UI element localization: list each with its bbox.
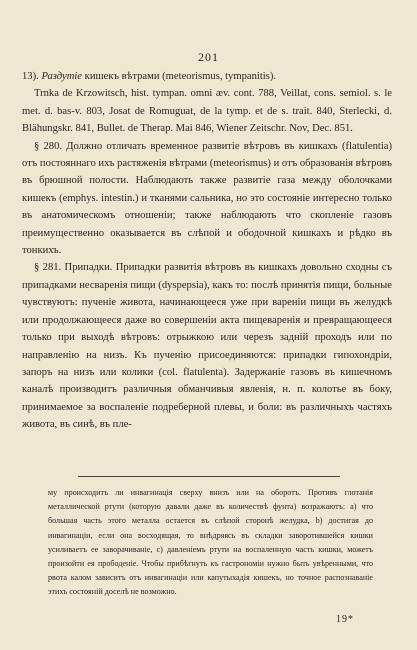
section-heading-number: 13).: [22, 71, 39, 82]
footnote-text: му происходитъ ли инвагинація сверху внизъ или на оборотъ. Противъ глотанія металлической ртути (которую давали даже въ количествѣ фунта) возражаютъ: а) что большая часть этого металла остается въ слѣпой сторонѣ желудка, b) достигая до инвагинаціи, если она восходящая, то внѣдряясь въ складки заворотившейся кишки усиливаетъ ее заворачиваніе, c) давленіемъ ртути на воспаленную часть кишки, можетъ произойти ея прободеніе. Чтобы прибѣгнуть къ гастрономіи нужно быть увѣренными, что рвота калом зависитъ отъ инвагинаціи или капутыхадія кишекъ, но точное распознаваніе этихъ состояній доселѣ не возможно.: [48, 488, 373, 597]
paragraph-280: § 280. Должно отличать временное развитіе вѣтровъ въ кишкахъ (flatulentia) отъ постояннаго ихъ растяженія вѣтрами (meteorismus) и отъ образованія вѣтровъ въ брюшной полости. Наблюдають также развитіе газа между оболочками кишекъ (emphys. intestin.) и тканями сальника, но это состояніе интересно только въ анатомическомъ отношеніи; также наблюдають что скопленіе газовъ преимущественно оказывается въ слѣпой и ободочной кишкахъ и рѣдко въ тонкихъ.: [22, 140, 392, 257]
footnote-block: [48, 486, 373, 600]
page-number: 201: [198, 50, 219, 64]
paragraph-281: § 281. Припадки. Припадки развитія вѣтровъ въ кишкахъ довольно сходны съ припадками несваренія пищи (dyspepsia), какъ то: послѣ принятія пищи, больные чувствуютъ: пученіе живота, начинающееся уже при вареніи пищи въ желудкѣ или продолжающееся даже во совершеніи акта пищеваренія и превращающееся только при выходѣ вѣтровъ: отрыжкою или черезъ задній проходъ или по направленію на низъ. Къ пученію присоединяются: припадки гипохондріи, запоръ на низъ или колики (col. flatulenta). Задержаніе газовъ въ кишечномъ каналѣ производитъ различныя обманчивыя явленія, н. п. колотье въ боку, принимаемое за воспаленіе подреберной плевы, и боли: въ различныхъ частяхъ живота, въ синѣ, въ пле-: [22, 262, 392, 431]
printer-signature-mark: 19*: [336, 614, 354, 625]
section-heading-title-italic: Раздутіе: [41, 71, 83, 82]
section-heading: [22, 68, 392, 85]
bibliography-paragraph: Trnka de Krzowitsch, hist. tympan. omni æv. cont. 788, Veillat, cons. semiol. s. le met. d. bas-v. 803, Josat de Romuguat, de la tymp. et de s. trait. 840, Sterlecki, d. Blähungskr. 841, Bullet. de Therap. Mai 846, Wiener Zeitschr. Nov, Dec. 851.: [22, 88, 392, 135]
main-text-block: [22, 68, 392, 434]
footnote-divider: [78, 476, 340, 477]
section-heading-title-rest: кишекъ вѣтрами (meteorismus, tympanitis).: [84, 71, 277, 82]
